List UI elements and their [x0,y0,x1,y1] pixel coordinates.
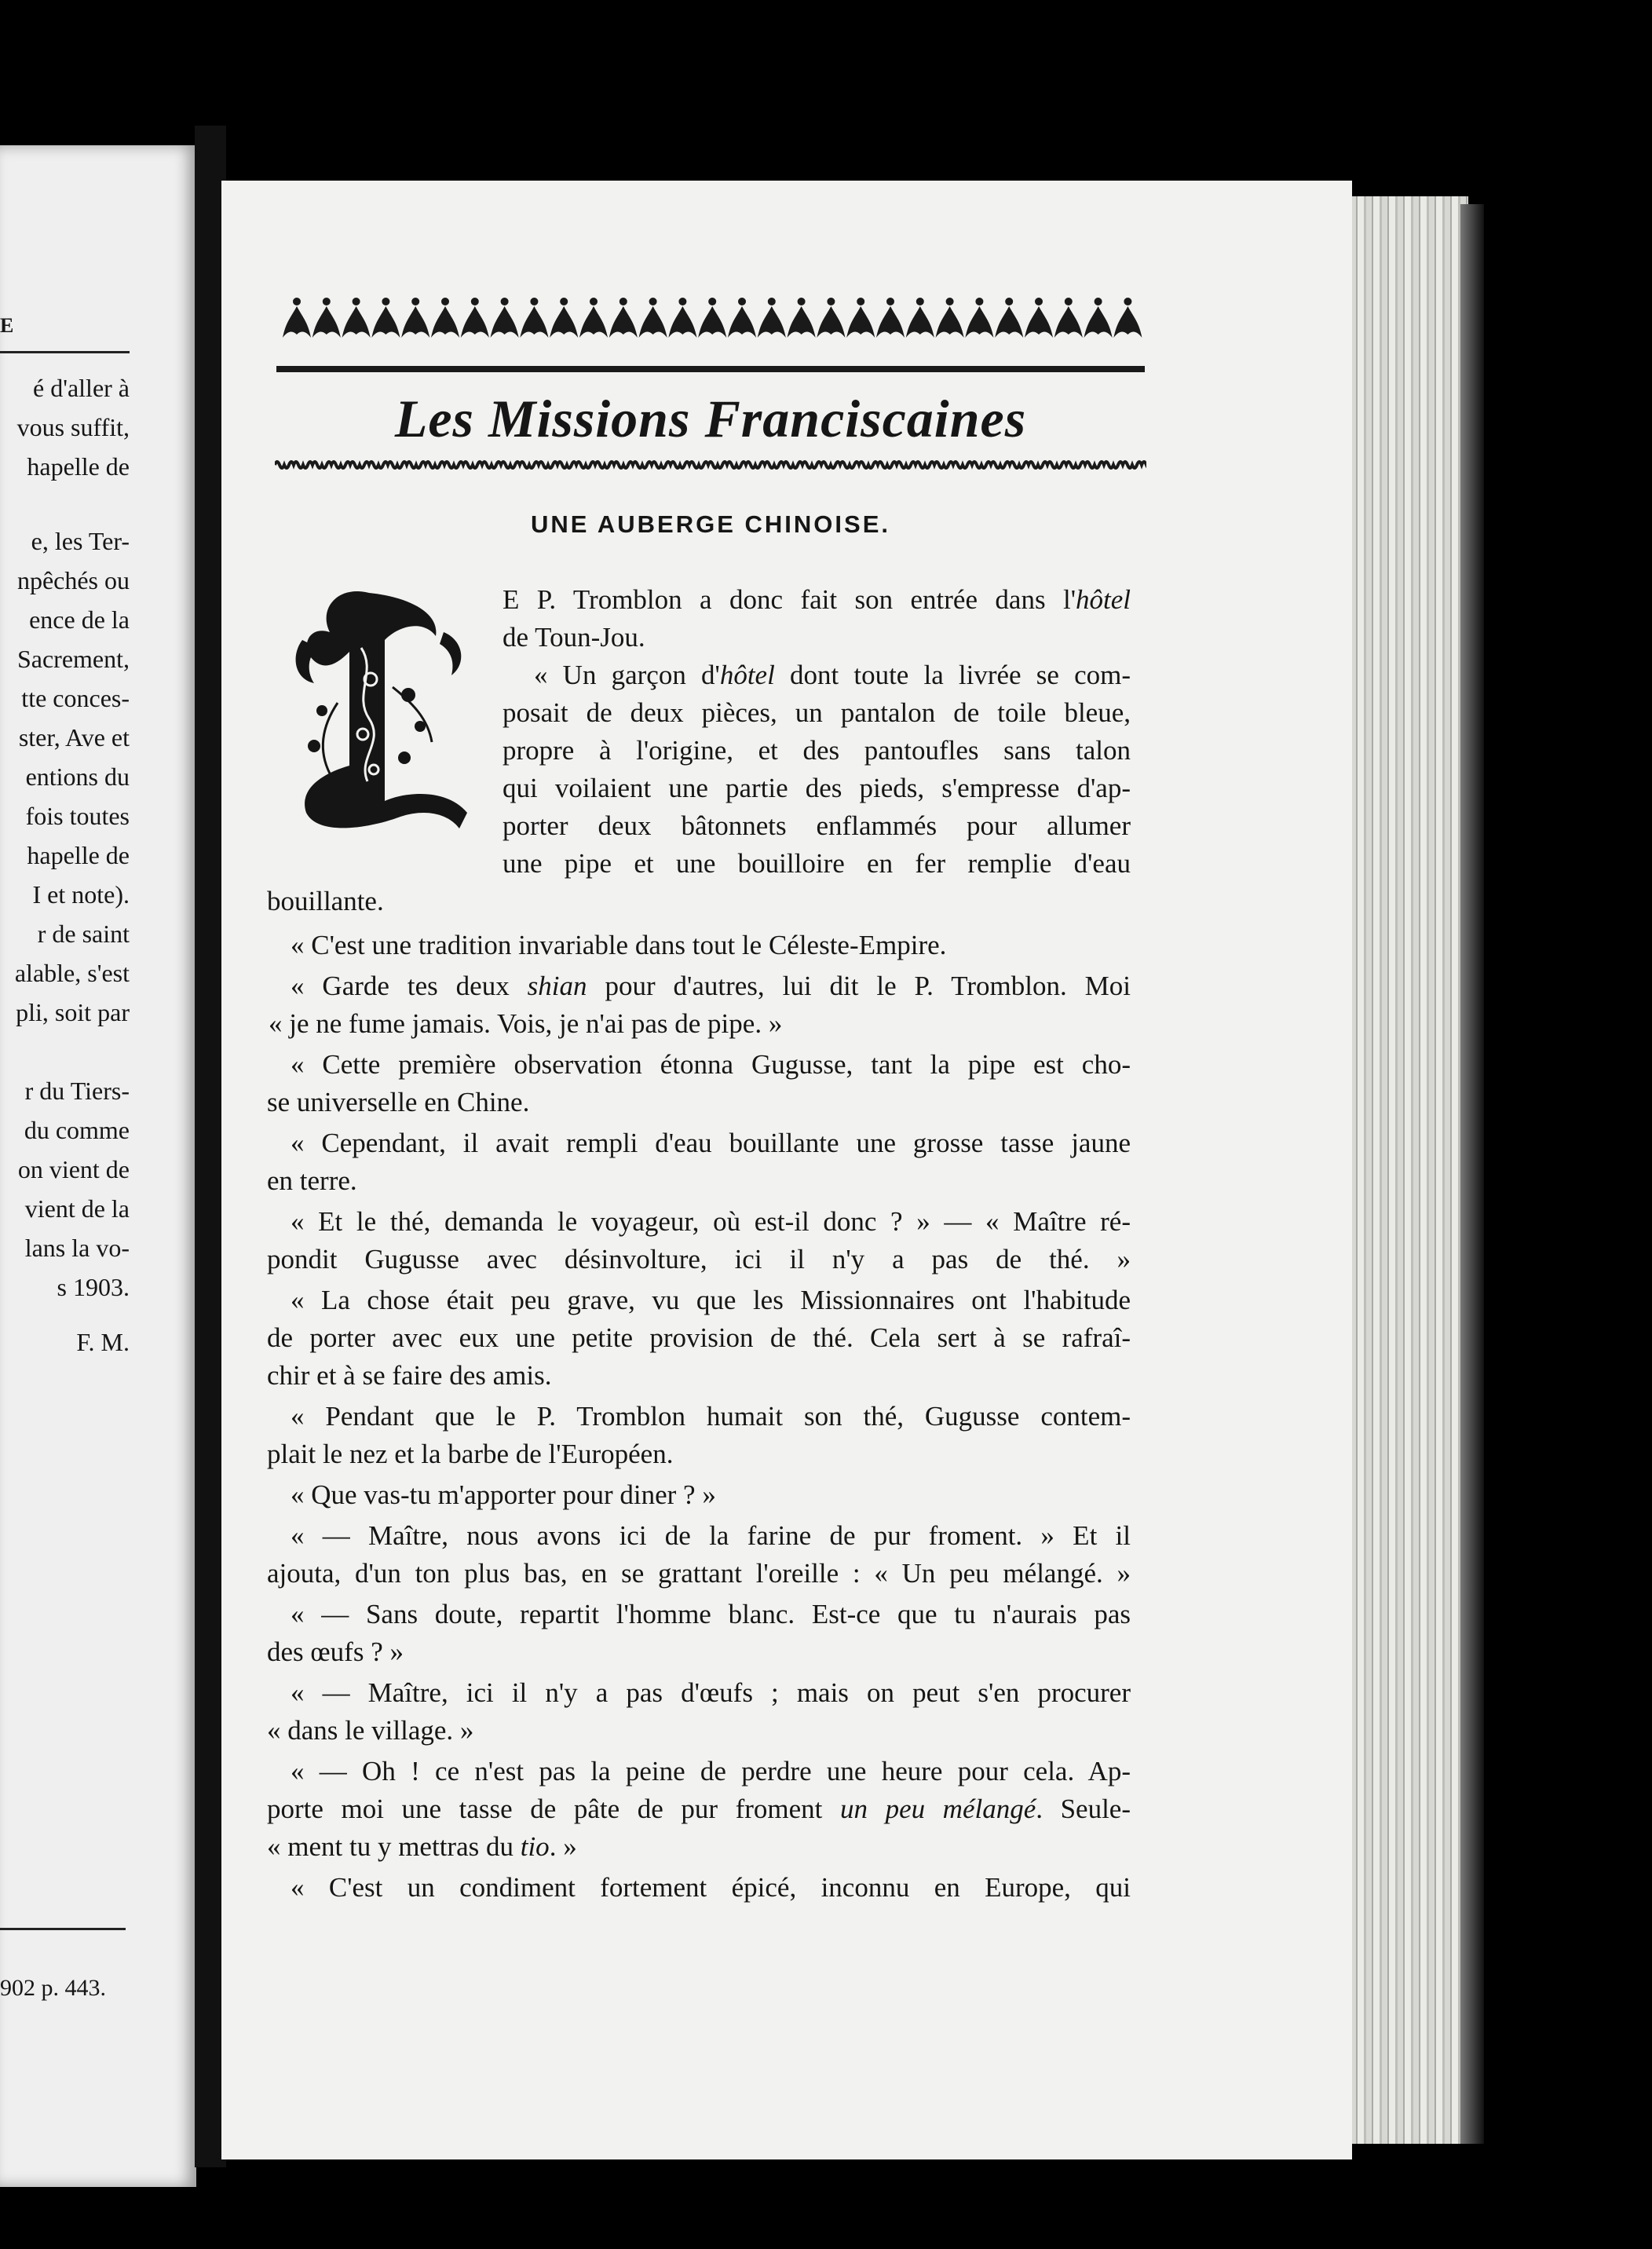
previous-page-line: pli, soit par [16,998,130,1026]
text-line: se universelle en Chine. [267,1087,530,1117]
text-line: plait le nez et la barbe de l'Européen. [267,1439,674,1469]
text-line: porte moi une tasse de pâte de pur froment un peu mélangé. Seule- [267,1794,1131,1824]
text-line: porter deux bâtonnets enflammés pour allumer [503,810,1131,841]
text-line: « Et le thé, demanda le voyageur, où est-il donc ? » — « Maître ré- [291,1206,1131,1237]
text-line: « — Maître, ici il n'y a pas d'œufs ; mais on peut s'en procurer [291,1677,1131,1708]
text-line: « C'est un condiment fortement épicé, inconnu en Europe, qui [291,1872,1131,1903]
previous-page-line: tte conces- [21,684,130,712]
text-line: E P. Tromblon a donc fait son entrée dans l'hôtel [503,584,1131,615]
previous-page-line: e, les Ter- [31,527,130,555]
ornamental-border [275,291,1146,350]
text-line: « — Sans doute, repartit l'homme blanc. Est-ce que tu n'aurais pas [291,1599,1131,1629]
previous-page-line: F. M. [76,1328,130,1356]
text-line: « Garde tes deux shian pour d'autres, lui dit le P. Tromblon. Moi [291,971,1131,1001]
previous-page-line: s 1903. [57,1273,130,1301]
text-line: « dans le village. » [267,1715,474,1746]
footnote-rule [0,1928,126,1930]
text-line: « Un garçon d'hôtel dont toute la livrée se com- [534,660,1131,690]
text-line: « C'est une tradition invariable dans tout le Céleste-Empire. [291,930,947,960]
header-rule [0,351,130,353]
text-line: de Toun-Jou. [503,622,645,653]
edge-shadow [1460,204,1484,2144]
wavy-rule [275,454,1146,476]
previous-page-line: Sacrement, [16,645,130,673]
running-header-fragment: E [0,314,14,337]
previous-page-line: r de saint [37,920,130,948]
text-line: « — Maître, nous avons ici de la farine de pur froment. » Et il [291,1520,1131,1551]
text-line: qui voilaient une partie des pieds, s'empresse d'ap- [503,773,1131,803]
text-line: « — Oh ! ce n'est pas la peine de perdre une heure pour cela. Ap- [291,1756,1131,1786]
text-line: propre à l'origine, et des pantoufles sans talon [503,735,1131,766]
text-line: « Cette première observation étonna Gugusse, tant la pipe est cho- [291,1049,1131,1080]
previous-page-line: on vient de [17,1155,130,1183]
text-line: chir et à se faire des amis. [267,1360,552,1391]
footnote-fragment: 902 p. 443. [0,1975,106,2001]
previous-page-line: alable, s'est [14,959,130,987]
previous-page-line: hapelle de [27,452,130,481]
text-line: en terre. [267,1165,357,1196]
article-title: UNE AUBERGE CHINOISE. [530,510,890,538]
journal-title: Les Missions Franciscaines [394,389,1027,448]
text-line: « Pendant que le P. Tromblon humait son thé, Gugusse contem- [291,1401,1131,1432]
previous-page-line: hapelle de [27,841,130,869]
text-line: « Cependant, il avait rempli d'eau bouillante une grosse tasse jaune [291,1128,1131,1158]
previous-page-line: r du Tiers- [24,1077,130,1105]
previous-page-line: npêchés ou [16,566,130,594]
text-line: « Que vas-tu m'apporter pour diner ? » [291,1479,716,1510]
previous-page-line: ence de la [29,605,130,634]
previous-page-line: du comme [24,1116,130,1144]
previous-page-line: I et note). [32,880,130,909]
text-line: ajouta, d'un ton plus bas, en se grattant l'oreille : « Un peu mélangé. » [267,1558,1131,1589]
decorated-initial-L [275,577,479,860]
previous-page [0,145,196,2187]
previous-page-line: ster, Ave et [18,723,130,751]
text-line: de porter avec eux une petite provision de thé. Cela sert à se rafraî- [267,1322,1131,1353]
text-line: bouillante. [267,886,384,916]
text-line: une pipe et une bouilloire en fer remplie d'eau [503,848,1131,879]
text-line: posait de deux pièces, un pantalon de toile bleue, [503,697,1131,728]
text-line: « ment tu y mettras du tio. » [267,1831,577,1862]
text-line: « La chose était peu grave, vu que les Missionnaires ont l'habitude [291,1285,1131,1315]
text-line: des œufs ? » [267,1636,404,1667]
previous-page-line: entions du [25,762,130,791]
previous-page-line: vous suffit, [16,413,130,441]
text-line: « je ne fume jamais. Vois, je n'ai pas de pipe. » [269,1008,783,1039]
previous-page-line: vient de la [24,1194,130,1223]
text-line: pondit Gugusse avec désinvolture, ici il n'y a pas de thé. » [267,1244,1131,1274]
previous-page-line: fois toutes [25,802,130,830]
heading-rule [276,366,1145,372]
previous-page-line: lans la vo- [24,1234,130,1262]
previous-page-line: é d'aller à [32,374,130,402]
